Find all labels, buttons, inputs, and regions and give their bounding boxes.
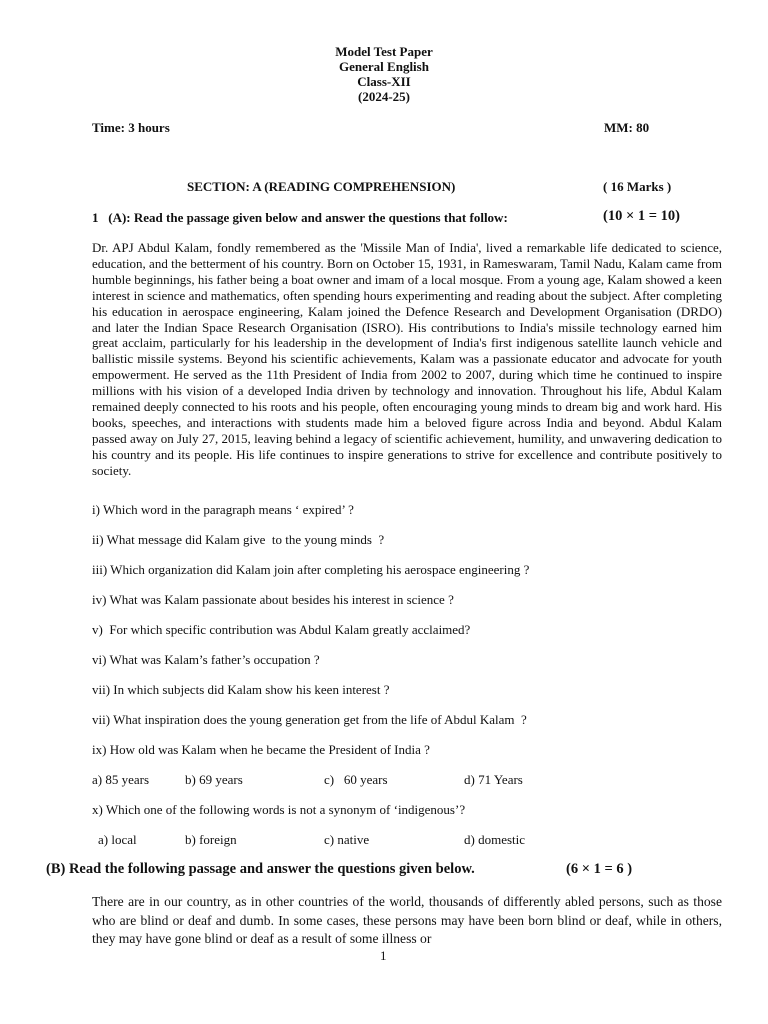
section-a-marks: ( 16 Marks ) — [603, 179, 672, 194]
question-ii: ii) What message did Kalam give to the young minds ? — [92, 532, 385, 547]
q1b-marks: (6 × 1 = 6 ) — [566, 861, 633, 877]
option-x-c: c) native — [324, 832, 370, 847]
q1b-passage: There are in our country, as in other countries of the world, thousands of differently abled persons, such as those who are blind or deaf and dumb. In some cases, these persons may have been born blind or deaf, while in others, they may have gone blind or deaf as a result of some illness or — [92, 894, 722, 946]
paper-subject: General English — [339, 59, 429, 74]
time-label: Time: 3 hours — [92, 120, 170, 135]
question-i: i) Which word in the paragraph means ‘ expired’ ? — [92, 502, 354, 517]
page-number: 1 — [380, 948, 387, 963]
option-x-b: b) foreign — [185, 832, 237, 847]
paper-title: Model Test Paper — [335, 44, 433, 59]
question-vi: vi) What was Kalam’s father’s occupation ? — [92, 652, 320, 667]
question-x: x) Which one of the following words is not a synonym of ‘indigenous’? — [92, 802, 466, 817]
question-iii: iii) Which organization did Kalam join after completing his aerospace engineering ? — [92, 562, 530, 577]
option-x-d: d) domestic — [464, 832, 526, 847]
option-x-a: a) local — [98, 832, 137, 847]
question-viii: vii) What inspiration does the young generation get from the life of Abdul Kalam ? — [92, 712, 527, 727]
q1a-marks: (10 × 1 = 10) — [603, 208, 680, 224]
option-ix-c: c) 60 years — [324, 772, 388, 787]
section-a-title: SECTION: A (READING COMPREHENSION) — [187, 179, 456, 194]
q1b-instruction: (B) Read the following passage and answer the questions given below. — [46, 861, 475, 877]
max-marks-label: MM: 80 — [604, 120, 650, 135]
question-vii: vii) In which subjects did Kalam show his keen interest ? — [92, 682, 390, 697]
question-ix: ix) How old was Kalam when he became the President of India ? — [92, 742, 430, 757]
option-ix-d: d) 71 Years — [464, 772, 523, 787]
q1a-passage: Dr. APJ Abdul Kalam, fondly remembered as the 'Missile Man of India', lived a remarkable life dedicated to science, education, and the betterment of his country. Born on October 15, 1931, in Rameswaram, Tamil Nadu, Kalam came from humble beginnings, his father being a boat owner and imam of a local mosque. From a young age, Kalam showed a keen interest in science and mathematics, often spending hours experimenting and reading about the subject. After completing his education in aerospace engineering, Kalam joined the Defence Research and Development Organisation (DRDO) and later the Indian Space Research Organisation (ISRO). His contributions to India's missile technology earned him great acclaim, particularly for his leadership in the development of India's first indigenous satellite launch vehicle and ballistic missile systems. Beyond his scientific achievements, Kalam was a passionate educator and advocate for youth empowerment. He served as the 11th President of India from 2002 to 2007, during which time he continued to inspire millions with his vision of a developed India driven by technology and innovation. Throughout his life, Abdul Kalam remained deeply connected to his roots and his people, often encouraging young minds to dream big and work hard. His books, speeches, and interactions with students made him a beloved figure across India and beyond. Abdul Kalam passed away on July 27, 2015, leaving behind a legacy of scientific achievement, humility, and unwavering dedication to his country and its people. His life continues to inspire generations to strive for excellence and contribute positively to society. — [92, 240, 722, 478]
q1a-instruction: 1 (A): Read the passage given below and answer the questions that follow: — [92, 210, 508, 225]
option-ix-a: a) 85 years — [92, 772, 150, 787]
paper-class: Class-XII — [357, 74, 411, 89]
paper-session: (2024-25) — [358, 89, 410, 104]
option-ix-b: b) 69 years — [185, 772, 243, 787]
question-iv: iv) What was Kalam passionate about besides his interest in science ? — [92, 592, 454, 607]
question-v: v) For which specific contribution was Abdul Kalam greatly acclaimed? — [92, 622, 471, 637]
